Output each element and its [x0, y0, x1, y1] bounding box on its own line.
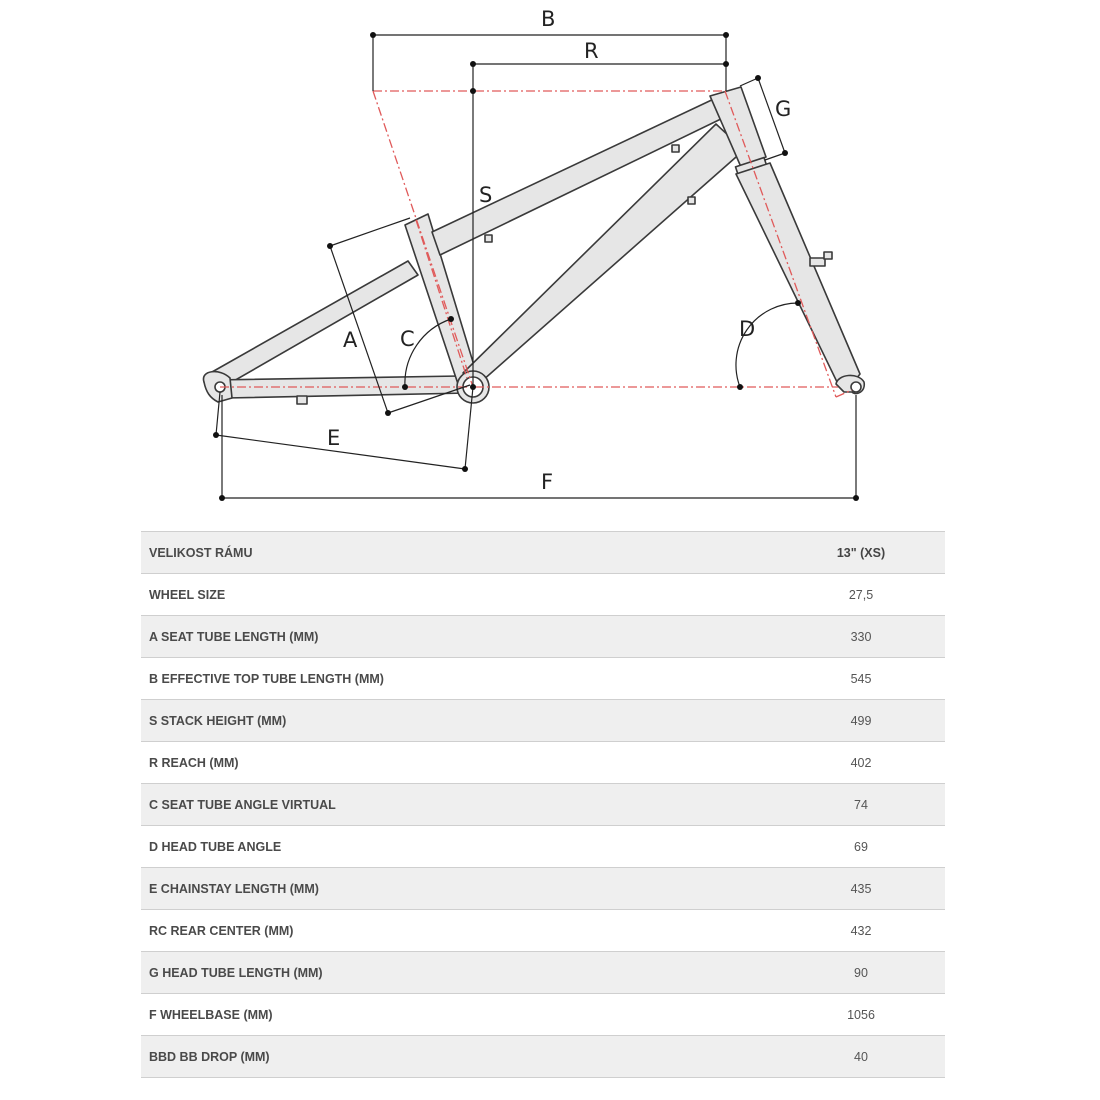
frame-size-value: 13" (XS)	[777, 532, 945, 574]
pt-e-left	[213, 432, 219, 438]
pt-a-top	[327, 243, 333, 249]
label-r: R	[584, 39, 599, 63]
table-row	[141, 658, 945, 700]
frame-size-label: VELIKOST RÁMU	[141, 532, 777, 574]
geometry-table	[141, 531, 945, 1078]
bike-frame	[203, 87, 864, 404]
pt-r-left	[470, 61, 476, 67]
row-label: BBD BB DROP (MM)	[141, 1036, 777, 1078]
row-label: RC REAR CENTER (MM)	[141, 910, 777, 952]
pt-a-bottom	[385, 410, 391, 416]
chainstay-tab	[297, 396, 307, 404]
pt-r-right	[723, 61, 729, 67]
row-label: B EFFECTIVE TOP TUBE LENGTH (MM)	[141, 658, 777, 700]
table-row	[141, 952, 945, 994]
table-row	[141, 616, 945, 658]
dimension-points	[213, 32, 859, 501]
label-b: B	[541, 7, 556, 31]
label-s: S	[479, 183, 493, 207]
front-axle	[851, 382, 861, 392]
table-row	[141, 910, 945, 952]
pt-f-left	[219, 495, 225, 501]
row-value: 330	[777, 616, 945, 658]
dim-a-top-ext	[330, 218, 410, 246]
cable-guide-1	[485, 235, 492, 242]
row-label: C SEAT TUBE ANGLE VIRTUAL	[141, 784, 777, 826]
cable-guide-3	[688, 197, 695, 204]
dim-g-bottom-ext	[765, 153, 785, 160]
row-label: A SEAT TUBE LENGTH (MM)	[141, 616, 777, 658]
table-row	[141, 1036, 945, 1078]
label-g: G	[775, 97, 792, 121]
pt-s-top	[470, 88, 476, 94]
brake-mount-1	[810, 258, 825, 266]
row-label: E CHAINSTAY LENGTH (MM)	[141, 868, 777, 910]
row-label: G HEAD TUBE LENGTH (MM)	[141, 952, 777, 994]
row-value: 435	[777, 868, 945, 910]
pt-c-end	[448, 316, 454, 322]
label-e: E	[327, 426, 341, 450]
table-row	[141, 868, 945, 910]
dimension-lines	[216, 35, 856, 498]
pt-b-left	[370, 32, 376, 38]
table-row	[141, 784, 945, 826]
table-row	[141, 574, 945, 616]
table-header-row	[141, 532, 945, 574]
row-value: 74	[777, 784, 945, 826]
row-label: F WHEELBASE (MM)	[141, 994, 777, 1036]
pt-d-start	[737, 384, 743, 390]
frame-geometry-diagram	[0, 0, 1100, 520]
row-value: 69	[777, 826, 945, 868]
row-value: 40	[777, 1036, 945, 1078]
fork	[736, 163, 860, 384]
label-c: C	[400, 327, 415, 351]
pt-g-bottom	[782, 150, 788, 156]
pt-s-bottom	[470, 384, 476, 390]
geometry-table-body	[141, 532, 945, 1078]
label-d: D	[739, 317, 756, 341]
pt-g-top	[755, 75, 761, 81]
pt-e-right	[462, 466, 468, 472]
row-value: 402	[777, 742, 945, 784]
row-label: R REACH (MM)	[141, 742, 777, 784]
pt-f-right	[853, 495, 859, 501]
row-label: S STACK HEIGHT (MM)	[141, 700, 777, 742]
row-value: 499	[777, 700, 945, 742]
cable-guide-2	[672, 145, 679, 152]
table-row	[141, 826, 945, 868]
pt-d-end	[795, 300, 801, 306]
dim-d-arc	[736, 303, 798, 387]
brake-mount-2	[824, 252, 832, 259]
label-f: F	[541, 470, 554, 494]
seat-stay	[204, 261, 418, 382]
pt-b-right	[723, 32, 729, 38]
row-value: 1056	[777, 994, 945, 1036]
label-a: A	[343, 328, 358, 352]
row-label: WHEEL SIZE	[141, 574, 777, 616]
row-value: 545	[777, 658, 945, 700]
row-value: 27,5	[777, 574, 945, 616]
row-value: 90	[777, 952, 945, 994]
dim-e-line	[216, 435, 465, 469]
table-row	[141, 994, 945, 1036]
table-row	[141, 742, 945, 784]
table-row	[141, 700, 945, 742]
row-value: 432	[777, 910, 945, 952]
row-label: D HEAD TUBE ANGLE	[141, 826, 777, 868]
pt-c-start	[402, 384, 408, 390]
